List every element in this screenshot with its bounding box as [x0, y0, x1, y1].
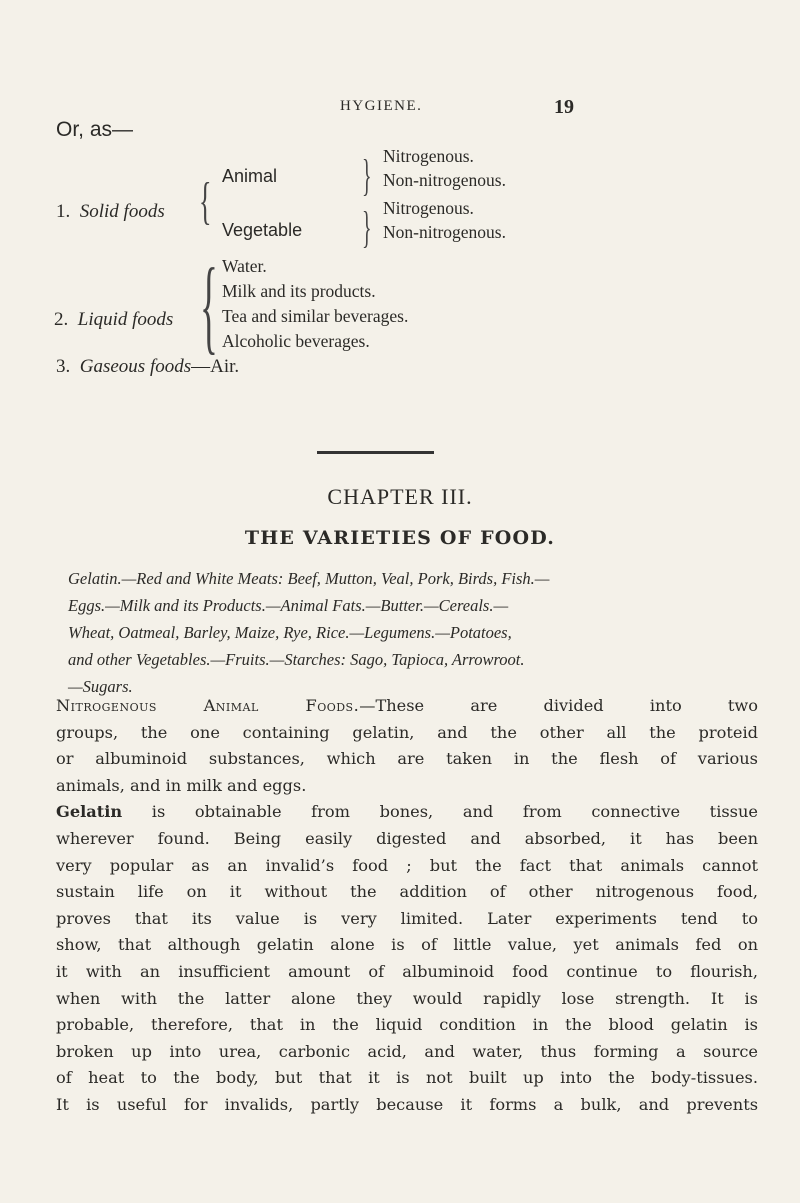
paragraph-line: or albuminoid substances, which are taken in the flesh of various	[56, 749, 758, 769]
paragraph-line: of heat to the body, but that it is not built up into the body-tissues.	[56, 1068, 758, 1088]
liquid-item-milk: Milk and its products.	[222, 281, 376, 301]
vegetable-label: Vegetable	[222, 220, 303, 240]
paragraph-line	[56, 693, 758, 720]
body-text	[56, 693, 758, 1119]
summary-line: Gelatin.—Red and White Meats: Beef, Mutton, Veal, Pork, Birds, Fish.—	[68, 569, 550, 588]
gaseous-suffix: —Air.	[191, 356, 240, 377]
liquid-foods-label	[54, 309, 173, 331]
animal-non-nitrogenous: Non-nitrogenous.	[383, 170, 506, 190]
solid-brace: {	[199, 173, 212, 230]
chapter-summary	[68, 565, 756, 700]
animal-label: Animal	[222, 166, 278, 186]
intro-text: Or, as—	[56, 118, 134, 141]
liquid-item-alcohol: Alcoholic beverages.	[222, 331, 370, 351]
vegetable-brace: }	[362, 203, 372, 252]
gelatin-term: Gelatin	[56, 802, 123, 822]
liquid-item-water: Water.	[222, 256, 267, 276]
solid-number: 1.	[56, 201, 71, 222]
summary-line: and other Vegetables.—Fruits.—Starches: Sago, Tapioca, Arrowroot.	[68, 650, 525, 669]
paragraph-line	[56, 799, 758, 826]
vegetable-non-nitrogenous: Non-nitrogenous.	[383, 222, 506, 242]
paragraph-line: probable, therefore, that in the liquid condition in the blood gelatin is	[56, 1015, 758, 1035]
liquid-number: 2.	[54, 309, 69, 330]
paragraph-line: sustain life on it without the addition of other nitrogenous food,	[56, 882, 758, 902]
page-number: 19	[554, 96, 574, 118]
paragraph-line: wherever found. Being easily digested and absorbed, it has been	[56, 828, 758, 848]
paragraph-line: when with the latter alone they would rapidly lose strength. It is	[56, 988, 758, 1008]
summary-line: —Sugars.	[68, 677, 133, 696]
section-heading: Nitrogenous Animal Foods.	[56, 696, 360, 715]
vegetable-nitrogenous: Nitrogenous.	[383, 198, 474, 218]
paragraph-line: very popular as an invalid’s food ; but the fact that animals cannot	[56, 855, 758, 875]
paragraph-line: broken up into urea, carbonic acid, and water, thus forming a source	[56, 1041, 758, 1061]
chapter-title: THE VARIETIES OF FOOD.	[244, 527, 556, 549]
running-head: HYGIENE.	[340, 98, 423, 114]
liquid-item-tea: Tea and similar beverages.	[222, 306, 409, 326]
solid-label-text: Solid foods	[79, 201, 165, 222]
paragraph-line: show, that although gelatin alone is of little value, yet animals fed on	[56, 935, 758, 955]
section-divider	[317, 451, 434, 454]
solid-foods-label	[56, 201, 165, 223]
liquid-brace: {	[200, 247, 218, 364]
gaseous-label-text: Gaseous foods	[79, 356, 192, 377]
paragraph-line: it with an insufficient amount of albuminoid food continue to flourish,	[56, 961, 758, 981]
paragraph-line: proves that its value is very limited. Later experiments tend to	[56, 908, 758, 928]
gaseous-number: 3.	[56, 356, 71, 377]
chapter-label: CHAPTER III.	[327, 484, 473, 509]
gelatin-line-0: is obtainable from bones, and from connective tissue	[122, 802, 758, 822]
summary-line: Wheat, Oatmeal, Barley, Maize, Rye, Rice.—Legumens.—Potatoes,	[68, 623, 512, 642]
paragraph-line: groups, the one containing gelatin, and the other all the proteid	[56, 722, 758, 742]
paragraph-line: It is useful for invalids, partly because it forms a bulk, and prevents	[56, 1094, 758, 1114]
paragraph-line: animals, and in milk and eggs.	[56, 775, 307, 795]
animal-nitrogenous: Nitrogenous.	[383, 146, 474, 166]
animal-brace: }	[362, 151, 372, 200]
section-line-0: —These are divided into two	[359, 696, 758, 715]
summary-line: Eggs.—Milk and its Products.—Animal Fats.—Butter.—Cereals.—	[68, 596, 509, 615]
gaseous-foods-label	[56, 356, 239, 378]
liquid-label-text: Liquid foods	[77, 309, 174, 330]
